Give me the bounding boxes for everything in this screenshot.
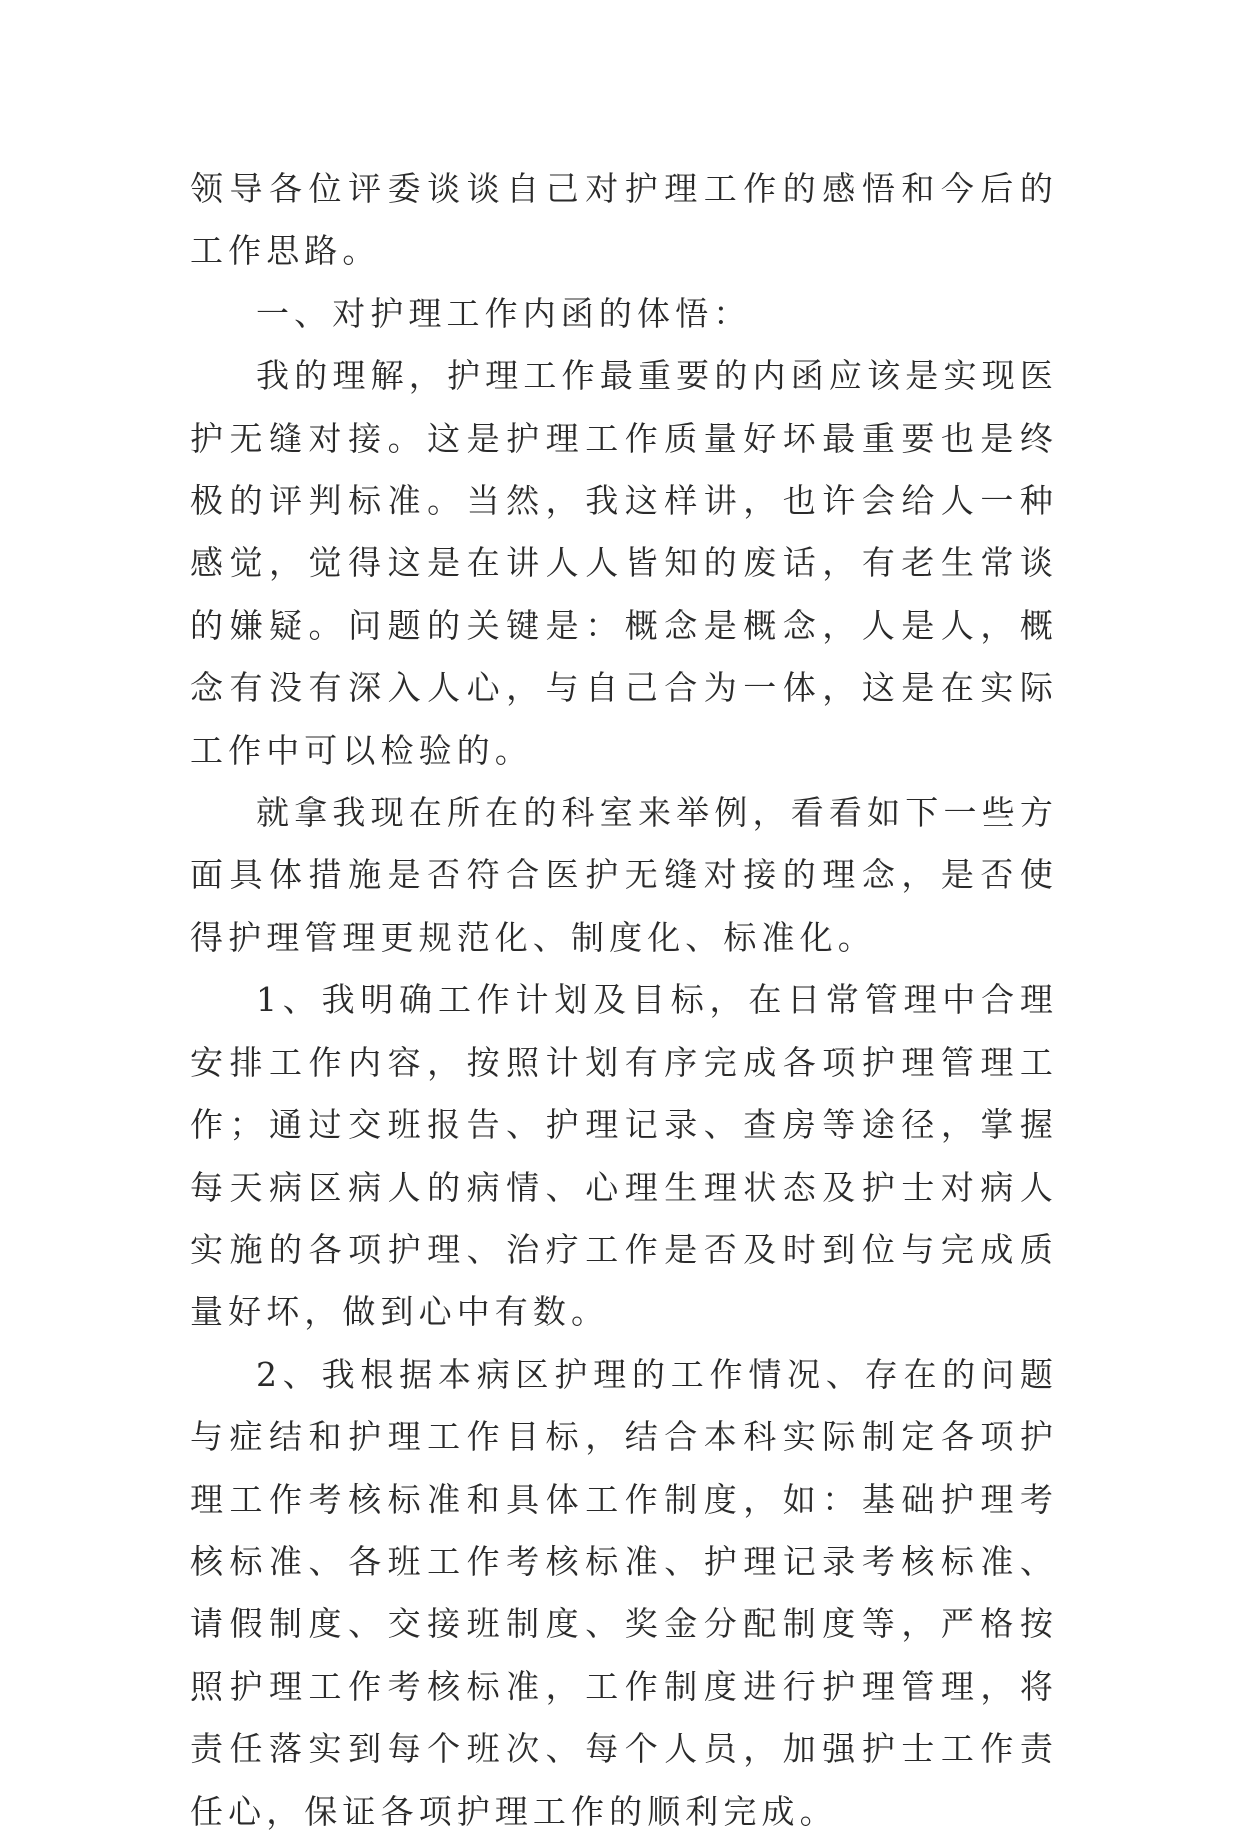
paragraph-intro: 领导各位评委谈谈自己对护理工作的感悟和今后的工作思路。 [190, 169, 1058, 271]
paragraph-example: 就拿我现在所在的科室来举例，看看如下一些方面具体措施是否符合医护无缝对接的理念，是否使得护理管理更规范化、制度化、标准化。 [190, 793, 1058, 957]
document-body [190, 158, 1058, 1843]
paragraph-understanding: 我的理解，护理工作最重要的内函应该是实现医护无缝对接。这是护理工作质量好坏最重要也是终极的评判标准。当然，我这样讲，也许会给人一种感觉，觉得这是在讲人人皆知的废话，有老生常谈的嫌疑。问题的关键是：概念是概念，人是人，概念有没有深入人心，与自己合为一体，这是在实际工作中可以检验的。 [190, 356, 1058, 770]
paragraph-item-1: 1、我明确工作计划及目标，在日常管理中合理安排工作内容，按照计划有序完成各项护理管理工作；通过交班报告、护理记录、查房等途径，掌握每天病区病人的病情、心理生理状态及护士对病人实施的各项护理、治疗工作是否及时到位与完成质量好坏，做到心中有数。 [190, 980, 1058, 1332]
paragraph-item-2: 2、我根据本病区护理的工作情况、存在的问题与症结和护理工作目标，结合本科实际制定各项护理工作考核标准和具体工作制度，如：基础护理考核标准、各班工作考核标准、护理记录考核标准、请假制度、交接班制度、奖金分配制度等，严格按照护理工作考核标准，工作制度进行护理管理，将责任落实到每个班次、每个人员，加强护士工作责任心，保证各项护理工作的顺利完成。 [190, 1354, 1058, 1831]
section-heading: 一、对护理工作内函的体悟： [256, 293, 752, 333]
